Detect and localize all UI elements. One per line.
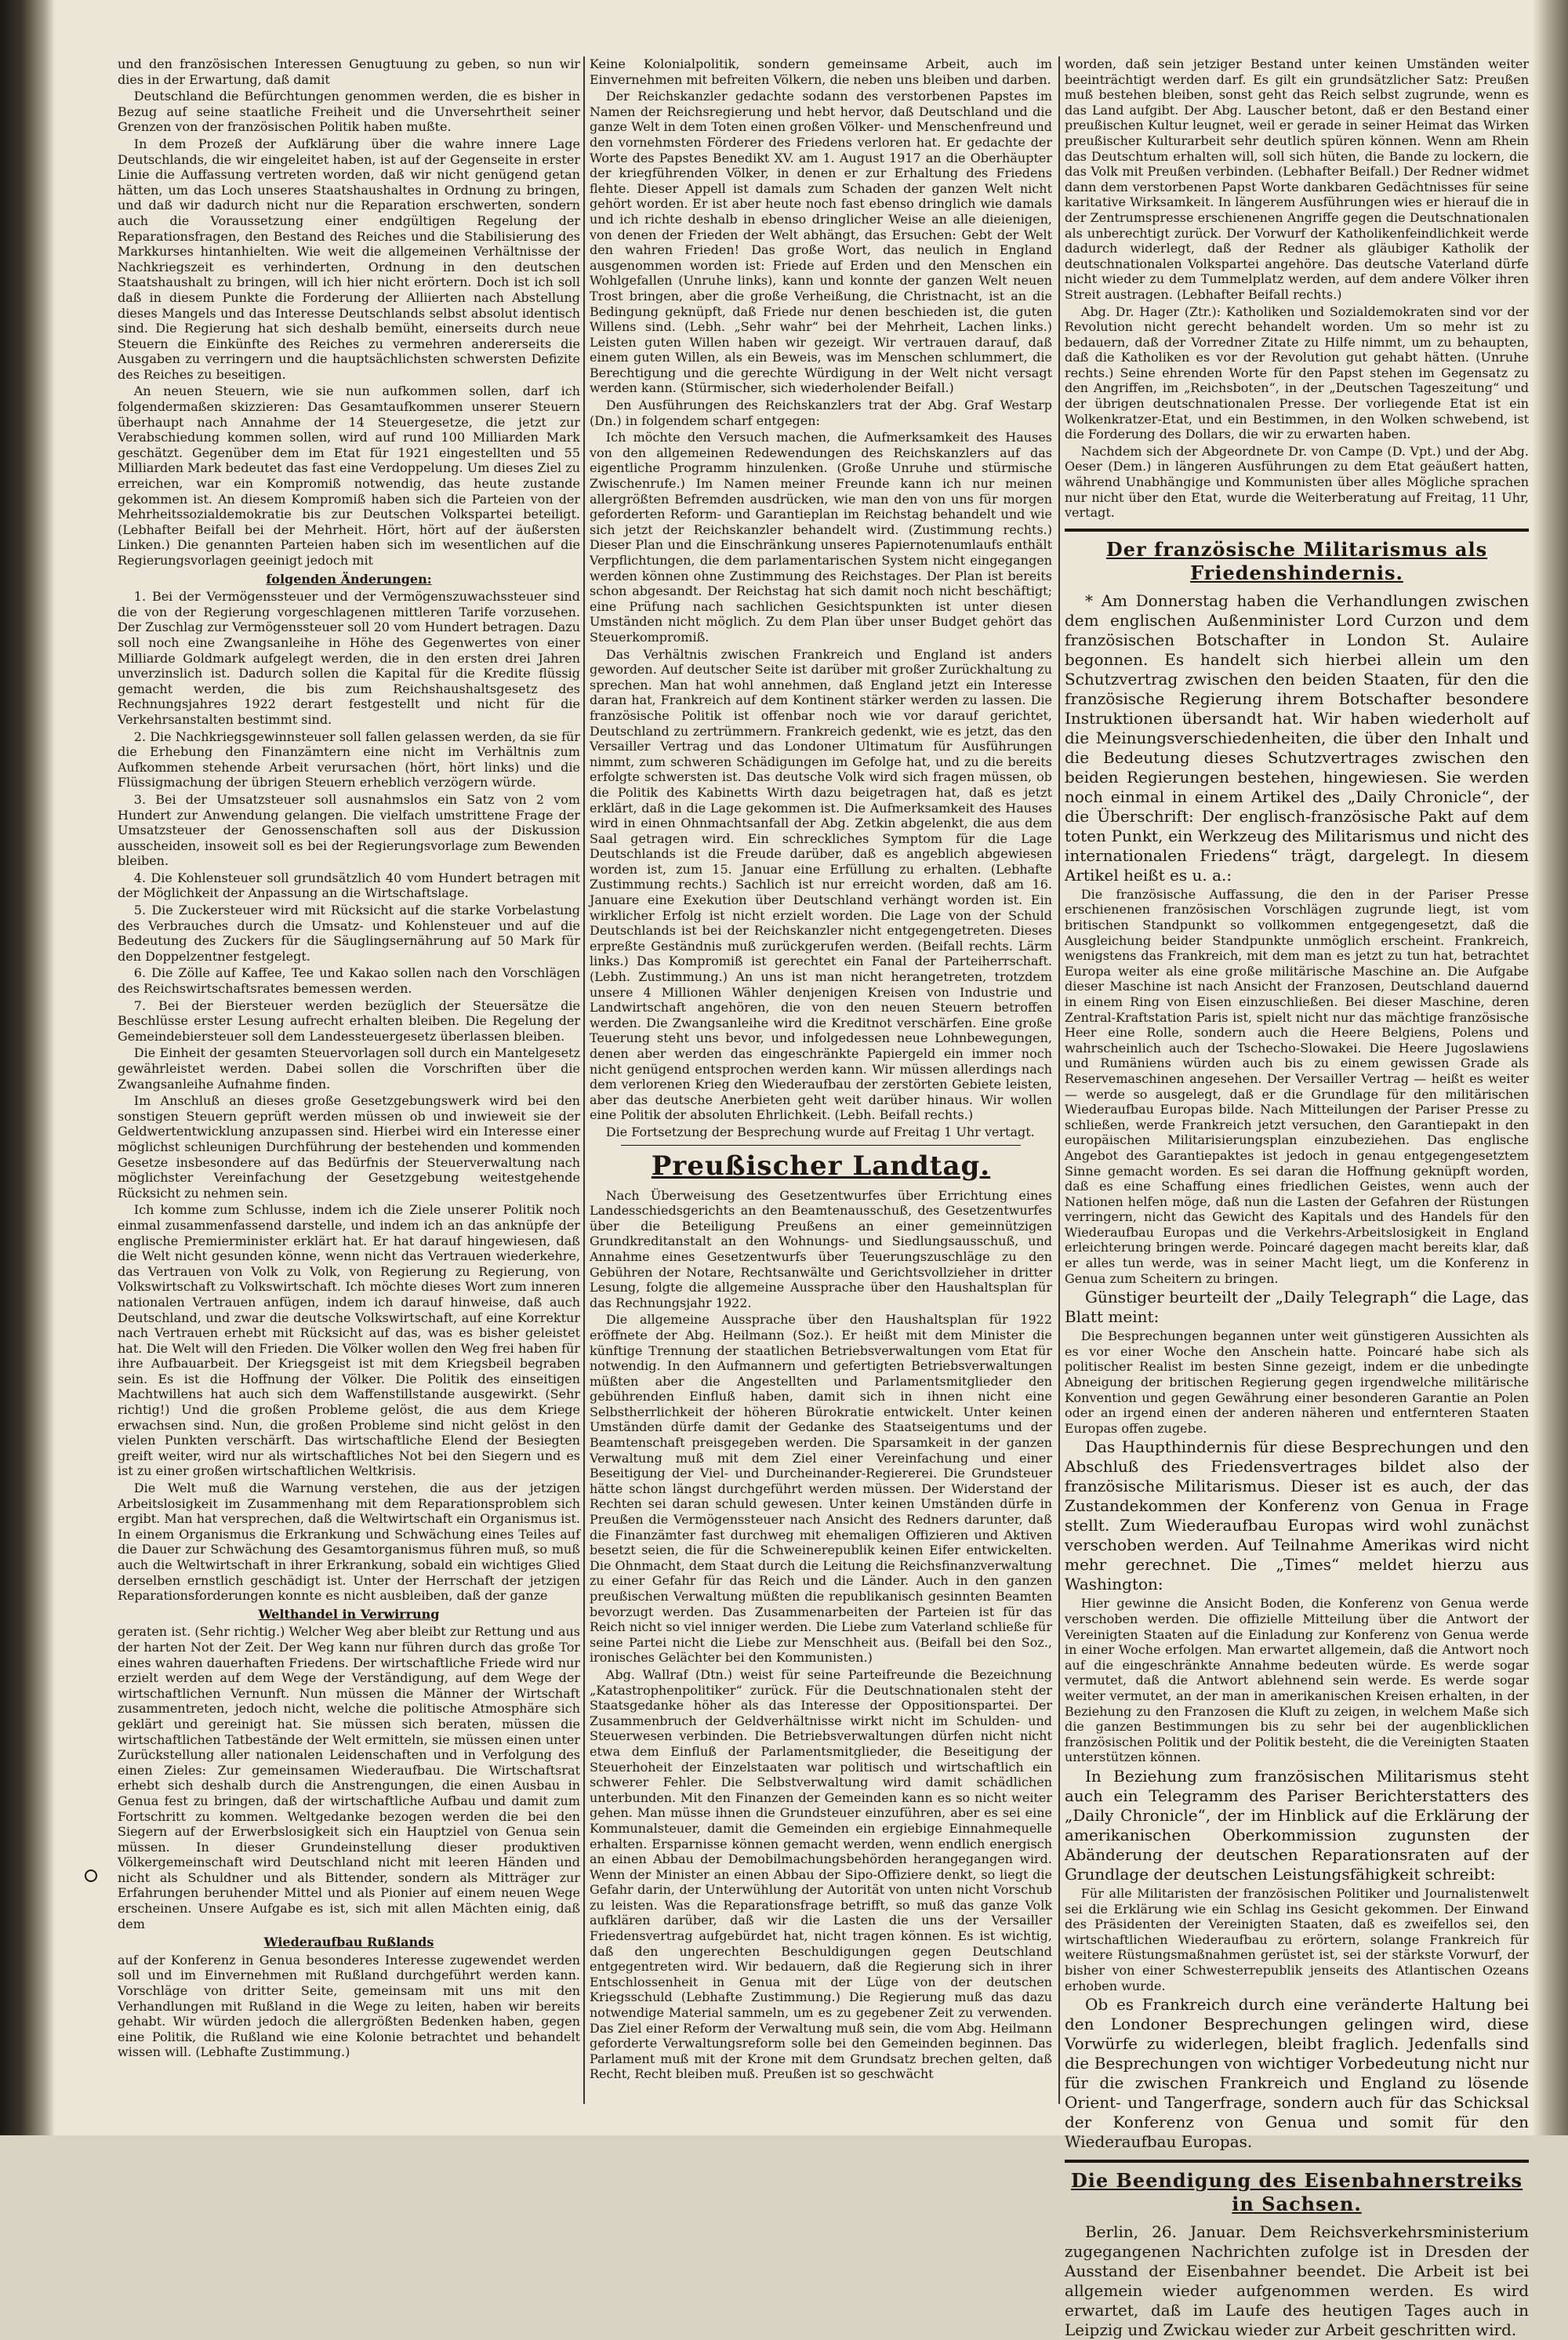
list-item: 2. Die Nachkriegsgewinnsteuer soll fallen gelassen werden, da sie für die Erhebung den Finanzämtern eine nicht im Verhältnis zum Aufkommen stehende Arbeit verursachen (hört, hört links) und die Flüssigmachung der übrigen Steuern erheblich verzögern würde. bbox=[118, 729, 580, 790]
list-item: 5. Die Zuckersteuer wird mit Rücksicht auf die starke Vorbelastung des Verbrauches durch die Umsatz- und Kohlensteuer und auf die Bedeutung des Zuckers für die Säuglingsernährung auf 50 Mark für den Doppelzentner festgelegt. bbox=[118, 903, 580, 964]
list-item: 4. Die Kohlensteuer soll grundsätzlich 40 vom Hundert betragen mit der Möglichkeit der Anpassung an die Wirtschaftslage. bbox=[118, 870, 580, 901]
subheading-changes: folgenden Änderungen: bbox=[266, 571, 432, 587]
divider bbox=[1065, 2160, 1529, 2163]
quote-paragraph: Die französische Auffassung, die den in der Pariser Presse erschienenen französischen Vorschlägen zugrunde liegt, ist vom britischen Standpunkt so vollkommen entgegengesetzt, daß die Ausgleichung beider Standpunkte unmöglich erscheint. Frankreich, wenigstens das Frankreich, mit dem man es jetzt zu tun hat, betrachtet Europa weiter als eine große militärische Maschine an. Die Aufgabe dieser Maschine ist nach Ansicht der Franzosen, Deutschland dauernd in einem Ring von Eisen einzuschließen. Bei dieser Maschine, deren Zentral-Kraftstation Paris ist, spielt nicht nur das mächtige französische Heer eine Rolle, sondern auch die Heere Belgiens, Polens und wahrscheinlich auch der Tschecho-Slowakei. Die Heere Jugoslawiens und Rumäniens würden auch bis zu einem gewissen Grade als Reservemaschinen angesehen. Der Versailler Vertrag — heißt es weiter — werde so ausgelegt, daß er die Grundlage für den militärischen Wiederaufbau Europas bilde. Nach Mitteilungen der Pariser Presse zu schließen, werde Frankreich jetzt versuchen, den Garantiepakt in den europäischen Militarisierungsplan einzubeziehen. Das englische Angebot des Garantiepaktes ist jedoch in genau entgegengesetztem Sinne gemacht worden. Es sei daran die Hoffnung geknüpft worden, daß es eine Schaffung eines friedlichen Geistes, wenn auch der Nationen helfen möge, daß nun die Lasten der Gefahren der Rüstungen verringern, nicht das Gewicht des Kapitals und des Handels für den Wiederaufbau Europas und die Verkehrs-Arbeitslosigkeit in England erleichterung bringen werde. Poincaré dagegen macht bereits klar, daß er alles tun werde, was in seiner Macht liegt, um die Konferenz in Genua zum Scheitern zu bringen. bbox=[1065, 886, 1529, 1286]
list-item: 7. Bei der Biersteuer werden bezüglich der Steuersätze die Beschlüsse erster Lesung aufrecht erhalten bleiben. Die Regelung der Gemeindebiersteuer soll dem Landessteuergesetz überlassen bleiben. bbox=[118, 997, 580, 1044]
paragraph: Den Ausführungen des Reichskanzlers trat der Abg. Graf Westarp (Dn.) in folgendem scharf entgegen: bbox=[590, 398, 1052, 428]
paragraph: Keine Kolonialpolitik, sondern gemeinsame Arbeit, auch im Einvernehmen mit befreiten Völkern, die neben uns bleiben und darben. bbox=[590, 56, 1052, 87]
paragraph: Nach Überweisung des Gesetzentwurfes über Errichtung eines Landesschiedsgerichts an den Beamtenausschuß, des Gesetzentwurfes über die Beteiligung Preußens an einer gemeinnützigen Grundkreditanstalt an den Wohnungs- und Siedlungsausschuß, und Annahme eines Gesetzentwurfs über Teuerungszuschläge zu den Gebühren der Notare, Rechtsanwälte und Gerichtsvollzieher in dritter Lesung, folgte die allgemeine Aussprache über den Haushaltsplan für das Rechnungsjahr 1922. bbox=[590, 1187, 1052, 1310]
divider bbox=[1065, 529, 1529, 532]
paragraph: Der Reichskanzler gedachte sodann des verstorbenen Papstes im Namen der Reichsregierung und hebt hervor, daß Deutschland und die ganze Welt in dem Toten einen großen Völker- und Menschenfreund und den vornehmsten Förderer des Friedens verloren hat. Er gedachte der Worte des Papstes Benedikt XV. am 1. August 1917 an die Oberhäupter der kriegführenden Völker, in denen er zur Erhaltung des Friedens flehte. Dieser Appell ist damals zum Schaden der ganzen Welt nicht gehört worden. Er ist aber heute noch fast ebenso dringlich wie damals und ich richte deshalb in ebenso dringlicher Weise an alle dieienigen, von denen der Frieden der Welt abhängt, das Ersuchen: Gebt der Welt den wahren Frieden! Das große Wort, das neulich in England ausgenommen worden ist: Friede auf Erden und den Menschen ein Wohlgefallen (Unruhe links), kann und konnte der ganzen Welt neuen Trost bringen, aber die große Verheißung, die Christnacht, ist an die Bedingung geknüpft, daß Friede nur denen beschieden ist, die guten Willens sind. (Lebh. „Sehr wahr“ bei der Mehrheit, Lachen links.) Leisten guten Willen haben wir gezeigt. Wir vertrauen darauf, daß einem guten Willen, als ein Beweis, was im Menschen schlummert, die Berechtigung und die gerechte Würdigung in der Welt nicht versagt werden kann. (Stürmischer, sich wiederholender Beifall.) bbox=[590, 89, 1052, 396]
quote-paragraph: Für alle Militaristen der französischen Politiker und Journalistenwelt sei die Erklärung wie ein Schlag ins Gesicht gekommen. Der Einwand des Präsidenten der Vereinigten Staaten, daß es zweifellos sei, den wirtschaftlichen Wiederaufbau zu erörtern, solange Frankreich für weitere Rüstungsmaßnahmen gerüstet ist, sei der stärkste Vorwurf, der bisher von einer Schwesterrepublik jenseits des Atlantischen Ozeans erhoben wurde. bbox=[1065, 1885, 1529, 1993]
paragraph: Günstiger beurteilt der „Daily Telegraph“ die Lage, das Blatt meint: bbox=[1065, 1288, 1529, 1327]
paragraph: Abg. Dr. Hager (Ztr.): Katholiken und Sozialdemokraten sind vor der Revolution nicht gerecht behandelt worden. Um so mehr ist zu bedauern, daß der Vorredner Zitate zu Hilfe nimmt, um zu behaupten, daß die Katholiken es vor der Revolution gut gehabt hätten. (Unruhe rechts.) Seine ehrenden Worte für den Papst stehen im Gegensatz zu den Angriffen, im „Reichsboten“, in der „Deutschen Tageszeitung“ und der übrigen deutschnationalen Presse. Der vorliegende Etat ist ein Wolkenkratzer-Etat, und ein Bestimmen, in den Wolken schwebend, ist die Forderung des Dollars, die wir zu erwarten haben. bbox=[1065, 303, 1529, 442]
paragraph: Abg. Wallraf (Dtn.) weist für seine Parteifreunde die Bezeichnung „Katastrophenpolitiker“ zurück. Für die Deutschnationalen steht der Staatsgedanke höher als das Interesse der Oppositionspartei. Der Zusammenbruch der Geldverhältnisse wirkt nicht im Schulden- und Steuerwesen verbinden. Die Betriebsverwaltungen dürfen nicht nicht etwa dem Einfluß der Parlamentsmitglieder, die Beseitigung der Steuerhoheit der Einzelstaaten war politisch und wirtschaftlich ein schwerer Fehler. Die Selbstverwaltung wird damit schädlichen unterbunden. Mit den Finanzen der Gemeinden kann es so nicht weiter gehen. Man müsse ihnen die Grundsteuer einzuführen, aber es sei eine Kommunalsteuer, damit die Gemeinden ein ergiebige Einnahmequelle erhalten. Ersparnisse können gemacht werden, wenn endlich energisch an einen Abbau der Demobilmachungsbehörden herangegangen wird. Wenn der Minister an einen Abbau der Sipo-Offiziere denkt, so liegt die Gefahr darin, der Unterwühlung der Autorität von unten nicht Vorschub zu leisten. Was die Reparationsfrage betrifft, so muß das ganze Volk aufklären darüber, daß wir die Lasten die uns der Versailler Friedensvertrag aufgebürdet hat, nicht tragen können. Es ist wichtig, daß den ungerechten Beschuldigungen gegen Deutschland entgegentreten wird. Wir bedauern, daß die Regierung sich in ihrer Entschlossenheit in Genua mit der Lüge von der deutschen Kriegsschuld (Lebhafte Zustimmung.) Die Regierung muß das dazu notwendige Material sammeln, um es zu gegebener Zeit zu verwenden. Das Ziel einer Reform der Verwaltung muß sein, die vom Abg. Heilmann geforderte Verwaltungsreform solle bei den Gemeinden beginnen. Das Parlament muß mit der Krone mit dem Grundsatz brechen gelten, daß Recht, Recht bleiben muß. Preußen ist so geschwächt bbox=[590, 1666, 1052, 2082]
paragraph: geraten ist. (Sehr richtig.) Welcher Weg aber bleibt zur Rettung und aus der harten Not der Zeit. Der Weg kann nur führen durch das große Tor eines wahren dauerhaften Friedens. Der wirtschaftliche Friede wird nur erzielt werden auf dem Wege der Verständigung, auf dem Wege der wirtschaftlichen Vernunft. Nun müssen die Männer der Wirtschaft zusammentreten, jedoch nicht, welche die politische Atmosphäre sich geklärt und gereinigt hat. Sie müssen sich beraten, müssen die wirtschaftlichen Tatbestände der Welt ermitteln, sie müssen einen unter Zurückstellung aller nationalen Leidenschaften und in Verfolgung des einen Zieles: Zur gemeinsamen Wiederaufbau. Die Wirtschaftsrat erhebt sich deshalb durch die Anstrengungen, die einen Ausbau in Genua fest zu bringen, daß der wirtschaftliche Aufbau und damit zum Fortschritt zu kommen. Weltgedanke bezogen werden die bei den Siegern auf der Erwerbslosigkeit sich ein Hauptziel von Genua sein müssen. In dieser Grundeinstellung dieser produktiven Völkergemeinschaft wird Deutschland nicht mit leeren Händen und nicht als Schuldner und als Bittender, sondern als Mitträger zur Erfahrungen beruhender Mittel und als Pionier auf einem neuen Wege erscheinen. Unsere Aufgabe es ist, sich mit allen Mächten einig, daß dem bbox=[118, 1624, 580, 1931]
paragraph: Berlin, 26. Januar. Dem Reichsverkehrsministerium zugegangenen Nachrichten zufolge ist in Dresden der Ausstand der Eisenbahner beendet. Die Arbeit ist bei allgemein wieder aufgenommen werden. Es wird erwartet, daß im Laufe des heutigen Tages auch in Leipzig und Zwickau wieder zur Arbeit geschritten wird. bbox=[1065, 2222, 1529, 2340]
binding-shadow bbox=[0, 0, 55, 2135]
headline-prussian-landtag: Preußischer Landtag. bbox=[651, 1150, 991, 1182]
column-3 bbox=[1065, 56, 1529, 2340]
paragraph: und den französischen Interessen Genugtuung zu geben, so nun wir dies in der Erwartung, daß damit bbox=[118, 56, 580, 87]
paragraph: Das Haupthindernis für diese Besprechungen und den Abschluß des Friedensvertrages bildet also der französische Militarismus. Dieser ist es auch, der das Zustandekommen der Konferenz von Genua in Frage stellt. Zum Wiederaufbau Europas wird wohl zunächst verschoben werden. Auf Teilnahme Amerikas wird nicht mehr gerechnet. Die „Times“ meldet hierzu aus Washington: bbox=[1065, 1437, 1529, 1594]
subheading-russia: Wiederaufbau Rußlands bbox=[263, 1935, 434, 1950]
paragraph: Nachdem sich der Abgeordnete Dr. von Campe (D. Vpt.) und der Abg. Oeser (Dem.) in längeren Ausführungen zu dem Etat geäußert hatten, während Unabhängige und Kommunisten über alles Mögliche sprachen nur nicht über den Etat, wurde die Weiterberatung auf Freitag, 11 Uhr, vertagt. bbox=[1065, 443, 1529, 521]
paragraph: Die Einheit der gesamten Steuervorlagen soll durch ein Mantelgesetz gewährleistet werden. Dabei sollen die Vorschriften über die Zwangsanleihe Aufnahme finden. bbox=[118, 1045, 580, 1092]
quote-paragraph: Die Besprechungen begannen unter weit günstigeren Aussichten als es vor einer Woche den Anschein hatte. Poincaré habe sich als politischer Realist im besten Sinne gezeigt, indem er die unbedingte Abneigung der britischen Regierung gegen irgendwelche militärische Konvention und gegen Gewährung einer besonderen Garantie an Polen oder an irgend einen der anderen näheren und entfernteren Staaten Europas offen zugebe. bbox=[1065, 1328, 1529, 1436]
paragraph: An neuen Steuern, wie sie nun aufkommen sollen, darf ich folgendermaßen skizzieren: Das Gesamtaufkommen unserer Steuern überhaupt nach Annahme der 14 Steuergesetze, die jetzt zur Verabschiedung kommen sollen, wird auf rund 100 Milliarden Mark geschätzt. Gegenüber dem im Etat für 1921 eingestellten und 55 Milliarden Mark bedeutet das fast eine Verdoppelung. Um dieses Ziel zu erreichen, war ein Kompromiß notwendig, das heute zustande gekommen ist. An diesem Kompromiß haben sich die Parteien von der Mehrheitssozialdemokratie bis zur Deutschen Volkspartei beteiligt. (Lebhafter Beifall bei der Mehrheit. Hört, hört auf der äußersten Linken.) Die genannten Parteien haben sich im wesentlichen auf die Regierungsvorlagen geeinigt jedoch mit bbox=[118, 383, 580, 568]
column-1 bbox=[118, 56, 580, 2104]
headline-french-militarism: Der französische Militarismus als Friedenshindernis. bbox=[1105, 537, 1488, 584]
paragraph: Ich möchte den Versuch machen, die Aufmerksamkeit des Hauses von den allgemeinen Redewendungen des Reichskanzlers auf das eigentliche Programm hinzulenken. (Große Unruhe und stürmische Zwischenrufe.) Im Namen meiner Freunde kann ich nur meinen allergrößten Befremden ausdrücken, wie man den von uns für morgen geforderten Reform- und Garantieplan im Reichstag behandelt und wie sich jetzt der Reichskanzler behandelt wird. (Zustimmung rechts.) Dieser Plan und die Einschränkung unseres Papiernotenumlaufs enthält Verpflichtungen, die dem parlamentarischen System nicht eingegangen werden können ohne Zustimmung des Reichstages. Der Plan ist bereits schon abgesandt. Der Reichstag hat sich damit noch nicht beschäftigt; eine Prüfung nach sachlichen Gesichtspunkten ist unter diesen Umständen nicht möglich. Zu dem Plan über unser Budget gehört das Steuerkompromiß. bbox=[590, 430, 1052, 645]
headline-railway-strike: Die Beendigung des Eisenbahnerstreiks in Sachsen. bbox=[1070, 2169, 1523, 2216]
paragraph: Die allgemeine Aussprache über den Haushaltsplan für 1922 eröffnete der Abg. Heilmann (Soz.). Er heißt mit dem Minister die künftige Trennung der staatlichen Betriebsverwaltungen vom Etat für notwendig. In den Aufmannern und gefertigten Betriebsverwaltungen müßten aber die Angestellten und Parlamentsmitglieder den gebührenden Einfluß haben, damit sich in ihnen nicht eine Selbstherrlichkeit der höheren Bürokratie entwickelt. Unter keinen Umständen dürfe damit der Gedanke des Staatseigentums und der Beamtenschaft preisgegeben werden. Die Sparsamkeit in der ganzen Verwaltung muß mit dem Ziel einer Vereinfachung und einer Beseitigung der Viel- und Durcheinander-Regiererei. Die Grundsteuer hätte schon längst durchgeführt werden müssen. Der Widerstand der Rechten sei daran schuld gewesen. Unter keinen Umständen dürfe in Preußen die Vermögenssteuer nach Ansicht des Redners darunter, daß die Finanzämter fast durchweg mit ehemaligen Offizieren und Aktiven besetzt seien, die für die Schweinerepublik keinen Eifer entwickelten. Die Ohnmacht, dem Staat durch die Leitung die Reichsfinanzverwaltung zu einer Gefahr für das Reich und die Länder. Auch in den ganzen preußischen Verwaltung müßten die republikanisch gesinnten Beamten bevorzugt werden. Das Zusammenarbeiten der Parteien ist für das Reich nicht so viel inniger werden. Die Liebe zum Vaterland schließe für seine Partei nicht die Liebe zur Menschheit aus. (Beifall bei den Soz., ironisches Gelächter bei den Kommunisten.) bbox=[590, 1312, 1052, 1666]
list-item: 6. Die Zölle auf Kaffee, Tee und Kakao sollen nach den Vorschlägen des Reichswirtschaftsrates bemessen werden. bbox=[118, 965, 580, 997]
list-item: 1. Bei der Vermögenssteuer und der Vermögenszuwachssteuer sind die von der Regierung vorgeschlagenen mittleren Tarife vorzusehen. Der Zuschlag zur Vermögenssteuer soll 20 vom Hundert betragen. Dazu soll noch eine Zwangsanleihe in Höhe des Gegenwertes von einer Milliarde Goldmark aufgelegt werden, die in den ersten drei Jahren unverzinslich ist. Dadurch sollen die Kapital für die Kredite flüssig gemacht werden, die bis zum Reichshaushaltsgesetz des Rechnungsjahres 1922 derart festgestellt und nicht für die Verkehrsanstalten bestimmt sind. bbox=[118, 589, 580, 727]
subheading-world-trade: Welthandel in Verwirrung bbox=[258, 1606, 440, 1622]
paragraph: Die Fortsetzung der Besprechung wurde auf Freitag 1 Uhr vertagt. bbox=[605, 1124, 1035, 1139]
paragraph: Das Verhältnis zwischen Frankreich und England ist anders geworden. Auf deutscher Seite ist darüber mit großer Zurückhaltung zu sprechen. Man hat wohl annehmen, daß England jetzt ein Interesse daran hat, Frankreich auf dem Kontinent stärker werden zu lassen. Die französische Politik ist offenbar noch wie vor darauf gerichtet, Deutschland zu zertrümmern. Frankreich gedenkt, wie es jetzt, das den Versailler Vertrag und das Londoner Ultimatum für Ausführungen nimmt, zum schweren Schädigungen im Gefolge hat, und zu die bereits erfolgte schwersten ist. Das deutsche Volk wird sich fragen müssen, ob die Politik des Kabinetts Wirth dazu beigetragen hat, daß es jetzt erklärt, daß in die Lage gekommen ist. Die Aufmerksamkeit des Hauses wird in einen Ohnmachtsanfall der Abg. Zetkin abgelenkt, die aus dem Saal getragen wird. Ein schreckliches Symptom für die Lage Deutschlands ist die Freude darüber, daß es angeblich abgewiesen worden ist, zum 15. Januar eine Erfüllung zu erhalten. (Lebhafte Zustimmung rechts.) Sachlich ist nur erreicht worden, daß am 16. Januare eine Exekution über Deutschland verhängt worden ist. Ein wirklicher Erfolg ist nicht erzielt worden. Die Lage von der Schuld Deutschlands ist bei der Reichskanzler nicht entgegengetreten. Dieses erpreßte Geständnis muß zurückgerufen werden. (Beifall rechts. Lärm links.) Das Kompromiß ist gerechtet ein Fanal der Parteiherrschaft. (Lebh. Zustimmung.) An uns ist man nicht herangetreten, trotzdem unsere 4 Millionen Wähler denjenigen Kreisen von Industrie und Landwirtschaft angehören, die von den neuen Steuern betroffen werden. Die Zwangsanleihe wird die Kreditnot verschärfen. Eine große Teuerung steht uns bevor, und infolgedessen neue Lohnbewegungen, denen aber werden das eingeschränkte Papiergeld ein immer noch nicht genügend entsprochen werden kann. Wir müssen allerdings nach dem verlorenen Krieg den Wiederaufbau der zerstörten Gebiete leisten, aber das deutsche Anerbieten geht weit darüber hinaus. Wir wollen eine Politik der absoluten Ehrlichkeit. (Lebh. Beifall rechts.) bbox=[590, 646, 1052, 1123]
paragraph: Ich komme zum Schlusse, indem ich die Ziele unserer Politik noch einmal zusammenfassend darstelle, und indem ich an das anknüpfe der englische Premierminister erklärt hat. Er hat darauf hingewiesen, daß die Welt nicht gesunden könne, wenn nicht das Vertrauen wiederkehre, das Vertrauen von Volk zu Volk, von Regierung zu Regierung, von Volkswirtschaft zu Volkswirtschaft. Ich möchte dieses Wort zum inneren nationalen Vertrauen anfügen, indem ich darauf hinweise, daß auch Deutschland, und zwar die deutsche Volkswirtschaft, auf eine Korrektur nach Vertrauen erhebt mit Rücksicht auf das, was es bisher geleistet hat. Die Welt will den Frieden. Die Völker wollen den Weg frei haben für ihre Aufbauarbeit. Der Kriegsgeist ist mit dem Kriegsbeil begraben sein. Es ist die Hoffnung der Völker. Die Politik des einseitigen Machtwillens hat auch sich dem Waffenstillstande ausgewirkt. (Sehr richtig!) Und die großen Probleme gelöst, die aus dem Kriege erwachsen sind. Nun, die großen Probleme sind nicht gelöst in den vielen Punkten verschärft. Das wirtschaftliche Elend der Besiegten greift weiter, wird nur als wirtschaftliches Not bei den Siegern und es ist zu einer großen wirtschaftlichen Weltkrisis. bbox=[118, 1202, 580, 1479]
paragraph: In Beziehung zum französischen Militarismus steht auch ein Telegramm des Pariser Berichterstatters des „Daily Chronicle“, der im Hinblick auf die Erklärung der amerikanischen Oberkommission zugunsten der Abänderung der deutschen Reparationsraten auf der Grundlage der deutschen Leistungsfähigkeit schreibt: bbox=[1065, 1766, 1529, 1884]
lead-paragraph: * Am Donnerstag haben die Verhandlungen zwischen dem englischen Außenminister Lord Curzon und dem französischen Botschafter in London St. Aulaire begonnen. Es handelt sich hierbei allein um den Schutzvertrag zwischen den beiden Staaten, für den die französische Regierung ihrem Botschafter besondere Instruktionen übersandt hat. Wir haben wiederholt auf die Meinungsverschiedenheiten, die über den Inhalt und die Bedeutung dieses Schutzvertrages zwischen den beiden Regierungen bestehen, hingewiesen. Sie werden noch einmal in einem Artikel des „Daily Chronicle“, der die Überschrift: Der englisch-französische Pakt auf dem toten Punkt, ein Werkzeug des Militarismus und nicht des internationalen Friedens“ trägt, dargelegt. In diesem Artikel heißt es u. a.: bbox=[1065, 590, 1529, 885]
paragraph: Im Anschluß an dieses große Gesetzgebungswerk wird bei den sonstigen Steuern geprüft werden müssen ob und inwieweit sie der Geldwertentwicklung anzupassen sind. Hierbei wird ein Interesse einer möglichst schleunigen Durchführung der bestehenden und kommenden Gesetze insbesondere auf das Bedürfnis der Steuerverwaltung nach möglichster Vereinfachung der Gesetzgebung weitestgehende Rücksicht zu nehmen sein. bbox=[118, 1093, 580, 1201]
page-edge-shadow bbox=[1533, 0, 1568, 2135]
list-item: 3. Bei der Umsatzsteuer soll ausnahmslos ein Satz von 2 vom Hundert zur Anwendung gelangen. Die vielfach umstrittene Frage der Umsatzsteuer der Genossenschaften soll aus der Diskussion ausscheiden, insoweit soll es bei der Regierungsvorlage zum Bewenden bleiben. bbox=[118, 791, 580, 869]
paragraph: Deutschland die Befürchtungen genommen werden, die es bisher in Bezug auf seine staatliche Freiheit und die Unversehrtheit seiner Grenzen von der französischen Politik haben mußte. bbox=[118, 89, 580, 135]
divider bbox=[621, 1145, 1021, 1146]
column-2 bbox=[590, 56, 1052, 2104]
punch-hole-mark bbox=[85, 1869, 97, 1882]
paragraph: worden, daß sein jetziger Bestand unter keinen Umständen weiter beeinträchtigt werden darf. Es gilt ein grundsätzlicher Satz: Preußen muß bestehen bleiben, sonst geht das Reich selbst zugrunde, wenn es das Land aufgibt. Der Abg. Lauscher betont, daß er den Bestand einer preußischen Kultur leugnet, weil er gerade in seiner Heimat das Wirken preußischer Kulturarbeit sehr deutlich spüren können. Wenn am Rhein das Deutschtum erhalten will, soll sich hüten, die Bande zu lockern, die das Volk mit Preußen verbinden. (Lebhafter Beifall.) Der Redner widmet dann dem verstorbenen Papst Worte dankbaren Gedächtnisses für seine karitative Wirksamkeit. In längerem Ausführungen wies er hierauf die in der Zentrumspresse erschienenen Angriffe gegen die Deutschnationalen als unberechtigt zurück. Der Vorwurf der Katholikenfeindlichkeit werde dadurch widerlegt, daß der Redner als gläubiger Katholik der deutschnationalen Volkspartei angehöre. Das deutsche Vaterland dürfe nicht wieder zu dem Tummelplatz werden, auf dem andere Völker ihren Streit austragen. (Lebhafter Beifall rechts.) bbox=[1065, 56, 1529, 302]
paragraph: In dem Prozeß der Aufklärung über die wahre innere Lage Deutschlands, die wir eingeleitet haben, ist auf der Gegenseite in erster Linie die Auffassung vertreten worden, daß wir nicht genügend getan hätten, um das Loch unseres Staatshaushaltes in Ordnung zu bringen, und daß wir dadurch nicht nur die Reparation erschwerten, sondern auch die Voraussetzung einer endgültigen Regelung der Reparationsfragen, den Bestand des Reiches und die Stabilisierung des Markkurses hintanhielten. Wie weit die allgemeinen Verhältnisse der Nachkriegszeit es verhinderten, Ordnung in den deutschen Staatshaushalt zu bringen, will ich hier nicht erörtern. Doch ist ich soll daß in diesem Punkte die Forderung der Alliierten nach Abstellung dieses Mangels und das Interesse Deutschlands selbst absolut identisch sind. Die Regierung hat sich deshalb bemüht, einerseits durch neue Steuern die Einkünfte des Reiches zu vermehren andererseits die Ausgaben zu verringern und die hauptsächlichsten schwersten Defizite des Reiches zu beseitigen. bbox=[118, 136, 580, 382]
quote-paragraph: Hier gewinne die Ansicht Boden, die Konferenz von Genua werde verschoben werden. Die offizielle Mitteilung über die Antwort der Vereinigten Staaten auf die Einladung zur Konferenz von Genua werde in einer Woche erfolgen. Man erwartet allgemein, daß die Antwort noch auf die eingeschränkte Annahme bedeuten würde. Es werde sogar vermutet, daß die Antwort ablehnend sein werde. Es werde sogar weiter vermutet, an der man in amerikanischen Kreisen erhalten, in der Beziehung zu den Franzosen die Kluft zu zeigen, in welchem Maße sich die ganzen Bestimmungen bis zu sehr bei der augenblicklichen französischen Politik und der Politik besteht, die die Vereinigten Staaten unterstützen können. bbox=[1065, 1596, 1529, 1765]
paragraph: Ob es Frankreich durch eine veränderte Haltung bei den Londoner Besprechungen gelingen wird, diese Vorwürfe zu widerlegen, bleibt fraglich. Jedenfalls sind die Besprechungen von wichtiger Vorbedeutung nicht nur für die zwischen Frankreich und England zu lösende Orient- und Tangerfrage, sondern auch für das Schicksal der Konferenz von Genua und somit für den Wiederaufbau Europas. bbox=[1065, 1995, 1529, 2152]
paragraph: Die Welt muß die Warnung verstehen, die aus der jetzigen Arbeitslosigkeit im Zusammenhang mit dem Reparationsproblem sich ergibt. Man hat versprechen, daß die Weltwirtschaft ein Organismus ist. In einem Organismus die Erkrankung und Schwächung eines Teiles auf die Dauer zur Schwächung des Gesamtorganismus führen muß, so muß auch die Weltwirtschaft in ihrer Erkrankung, sobald ein wichtiges Glied derselben ernstlich geschädigt ist. Unter der Herrschaft der jetzigen Reparationsforderungen konnte es nicht ausbleiben, daß der ganze bbox=[118, 1481, 580, 1604]
column-rule-1 bbox=[583, 56, 585, 2104]
paragraph: auf der Konferenz in Genua besonderes Interesse zugewendet werden soll und im Einvernehmen mit Rußland durchgeführt werden kann. Vorschläge von dritter Seite, gemeinsam mit uns mit den Verhandlungen mit Rußland in die Wege zu leiten, haben wir bereits gehabt. Wir würden jedoch die allergrößten Bedenken haben, gegen eine Politik, die Rußland wie eine Kolonie betrachtet und behandelt wissen will. (Lebhafte Zustimmung.) bbox=[118, 1952, 580, 2060]
column-rule-2 bbox=[1058, 56, 1060, 2104]
